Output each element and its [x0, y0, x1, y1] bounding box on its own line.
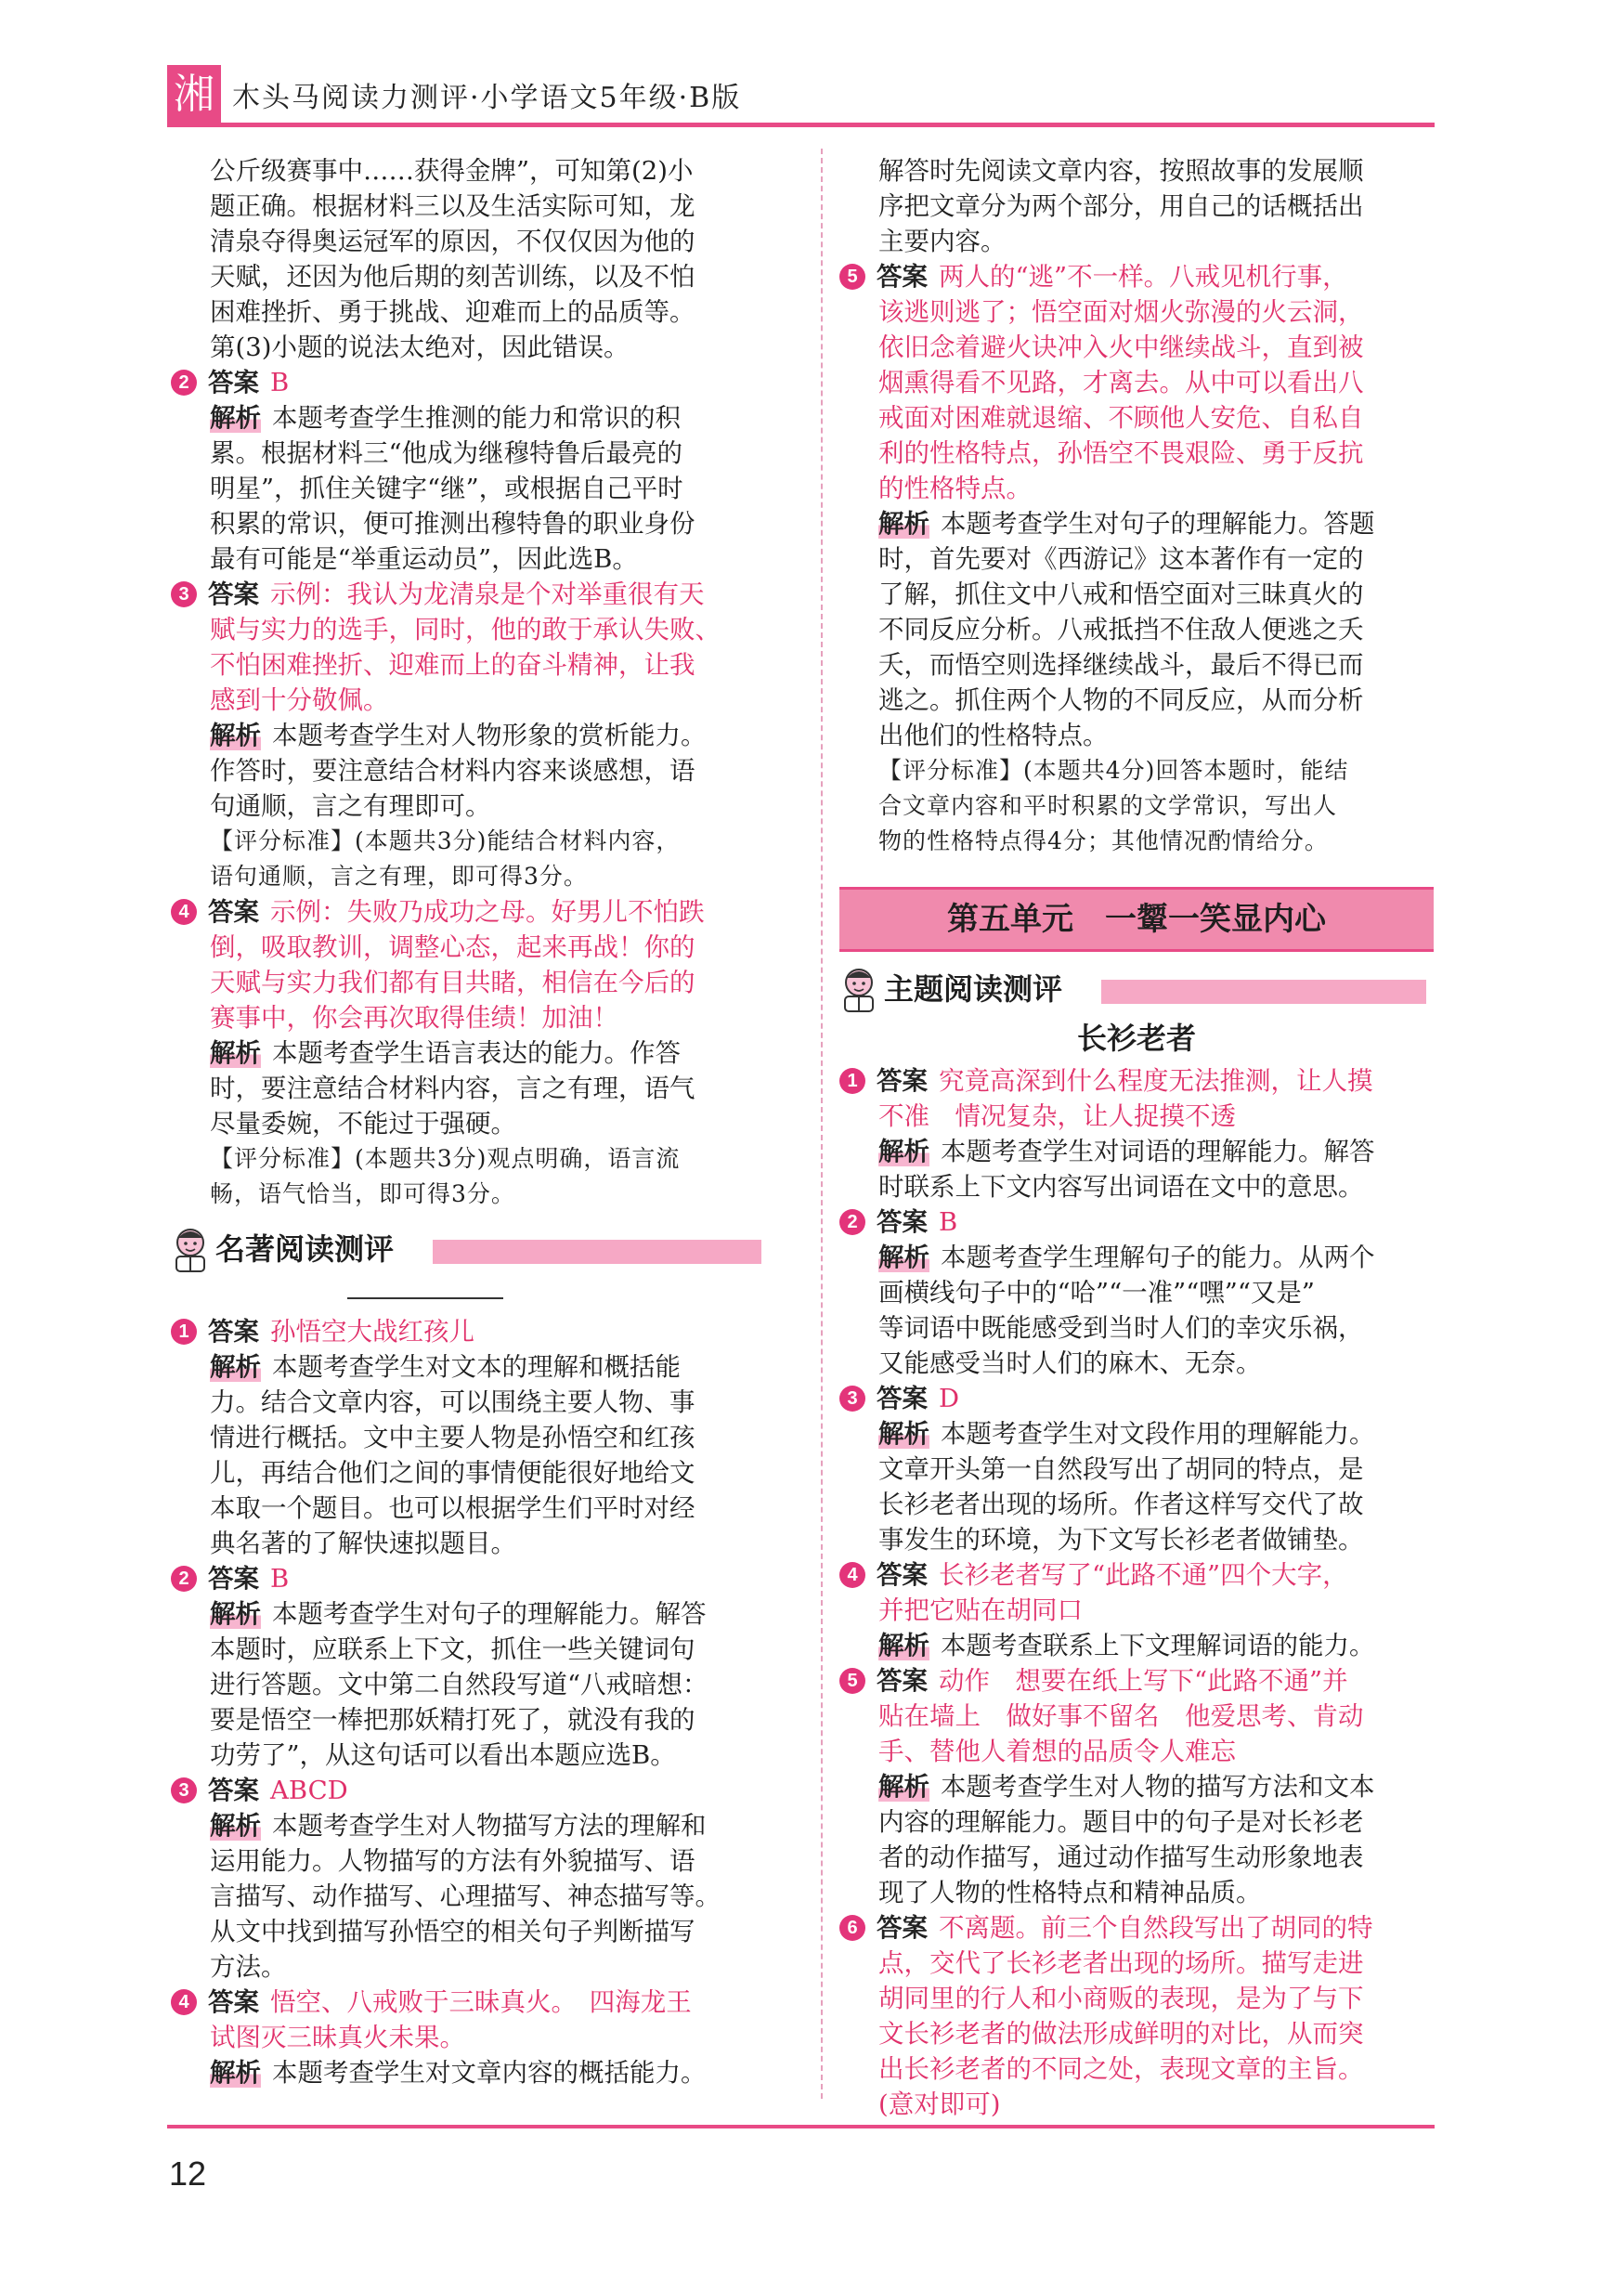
- answer-text: 孙悟空大战红孩儿: [270, 1317, 474, 1347]
- question-number: 4: [171, 1989, 197, 2015]
- question-number: 2: [171, 370, 197, 396]
- question-number: 3: [171, 581, 197, 607]
- answer-text: 的性格特点。: [878, 474, 1032, 503]
- story-title: 长衫老者: [1076, 1021, 1196, 1056]
- reader-mascot-icon: [839, 967, 878, 1013]
- analysis-text: 逃之。抓住两个人物的不同反应，从而分析: [878, 685, 1364, 715]
- analysis-text: 内容的理解能力。题目中的句子是对长衫老: [878, 1807, 1364, 1837]
- analysis-text: 解答时先阅读文章内容，按照故事的发展顺: [878, 156, 1364, 186]
- analysis-label: 解析: [878, 1243, 929, 1272]
- analysis-text: 儿，再结合他们之间的事情便能很好地给文: [210, 1458, 695, 1488]
- question-number: 5: [839, 1668, 865, 1694]
- question-t1: [839, 1063, 1434, 1204]
- answer-text: 感到十分敬佩。: [210, 685, 389, 715]
- analysis-text: 要是悟空一棒把那妖精打死了，就没有我的: [210, 1705, 695, 1735]
- analysis-text: 本题考查联系上下文理解词语的能力。: [941, 1631, 1375, 1660]
- answer-text: ABCD: [270, 1776, 348, 1805]
- analysis-text: 本题考查学生对句子的理解能力。解答: [272, 1599, 707, 1629]
- answer-text: 手、替他人着想的品质令人难忘: [878, 1737, 1236, 1766]
- analysis-text: 最有可能是“举重运动员”，因此选B。: [210, 544, 638, 574]
- footer-rule: [167, 2125, 1435, 2128]
- analysis-text: 不同反应分析。八戒抵挡不住敌人便逃之夭: [878, 615, 1364, 644]
- question-m1: [171, 1314, 765, 1561]
- answer-label: 答案: [877, 262, 928, 292]
- answer-label: 答案: [208, 579, 259, 609]
- answer-label: 答案: [208, 1317, 259, 1347]
- analysis-text: 运用能力。人物描写的方法有外貌描写、语: [210, 1846, 695, 1876]
- answer-text: (意对即可): [878, 2089, 1001, 2119]
- header-rule: [167, 123, 1435, 127]
- text-line: 题正确。根据材料三以及生活实际可知，龙: [210, 191, 695, 221]
- analysis-text: 本题考查学生对文本的理解和概括能: [272, 1352, 681, 1382]
- question-m4: [171, 1985, 765, 2090]
- answer-text: 胡同里的行人和小商贩的表现，是为了与下: [878, 1984, 1364, 2013]
- unit-title-bar: 第五单元 一颦一笑显内心: [839, 887, 1434, 952]
- question-number: 1: [171, 1319, 197, 1345]
- analysis-label: 解析: [878, 1772, 929, 1802]
- section-heading: [839, 965, 1434, 1017]
- analysis-label: 解析: [210, 403, 261, 433]
- analysis-label: 解析: [210, 1038, 261, 1068]
- section-stripe: [433, 1240, 761, 1264]
- analysis-text: 本题考查学生理解句子的能力。从两个: [941, 1243, 1375, 1272]
- section-heading: [171, 1225, 765, 1277]
- question-number: 5: [839, 264, 865, 290]
- analysis-label: 解析: [210, 1811, 261, 1841]
- intro-block: [171, 153, 765, 365]
- analysis-text: 本题考查学生对人物形象的赏析能力。: [272, 721, 707, 750]
- answer-text: B: [270, 1564, 290, 1594]
- question-number: 4: [839, 1562, 865, 1588]
- analysis-text: 尽量委婉，不能过于强硬。: [210, 1109, 516, 1139]
- answer-label: 答案: [877, 1066, 928, 1096]
- question-t5: [839, 1663, 1434, 1910]
- scoring-text: 物的性格特点得4分；其他情况酌情给分。: [878, 827, 1329, 854]
- answer-text: 戒面对困难就退缩、不顾他人安危、自私自: [878, 403, 1364, 433]
- answer-text: 动作 想要在纸上写下“此路不通”并: [939, 1666, 1348, 1696]
- right-column: [839, 153, 1434, 2122]
- answer-text: 赋与实力的选手，同时，他的敢于承认失败、: [210, 615, 721, 644]
- question-number: 3: [171, 1777, 197, 1803]
- answer-label: 答案: [208, 1987, 259, 2017]
- analysis-text: 时联系上下文内容写出词语在文中的意思。: [878, 1172, 1364, 1202]
- question-m2: [171, 1561, 765, 1773]
- analysis-label: 解析: [878, 1419, 929, 1449]
- answer-label: 答案: [877, 1560, 928, 1590]
- section-title: 名著阅读测评: [215, 1231, 395, 1267]
- analysis-text: 现了人物的性格特点和精神品质。: [878, 1878, 1262, 1907]
- analysis-text: 本题考查学生语言表达的能力。作答: [272, 1038, 681, 1068]
- answer-label: 答案: [877, 1384, 928, 1413]
- analysis-text: 力。结合文章内容，可以围绕主要人物、事: [210, 1387, 695, 1417]
- question-number: 6: [839, 1915, 865, 1941]
- analysis-text: 文章开头第一自然段写出了胡同的特点，是: [878, 1454, 1364, 1484]
- answer-text: 不准 情况复杂，让人捉摸不透: [878, 1101, 1236, 1131]
- answer-text: 该逃则逃了；悟空面对烟火弥漫的火云洞，: [878, 297, 1364, 327]
- question-number: 2: [171, 1566, 197, 1592]
- analysis-text: 本取一个题目。也可以根据学生们平时对经: [210, 1493, 695, 1523]
- analysis-label: 解析: [878, 1631, 929, 1660]
- analysis-text: 情进行概括。文中主要人物是孙悟空和红孩: [210, 1423, 695, 1452]
- analysis-text: 时，要注意结合材料内容，言之有理，语气: [210, 1074, 695, 1103]
- answer-text: 烟熏得看不见路，才离去。从中可以看出八: [878, 368, 1364, 397]
- analysis-text: 本题考查学生对人物的描写方法和文本: [941, 1772, 1375, 1802]
- question-4: [171, 894, 765, 1212]
- answer-label: 答案: [877, 1207, 928, 1237]
- text-line: 天赋，还因为他后期的刻苦训练，以及不怕: [210, 262, 695, 292]
- answer-text: 示例：失败乃成功之母。好男儿不怕跌: [270, 897, 705, 927]
- analysis-text: 从文中找到描写孙悟空的相关句子判断描写: [210, 1917, 695, 1946]
- question-t4: [839, 1557, 1434, 1663]
- analysis-label: 解析: [210, 1352, 261, 1382]
- text-line: 公斤级赛事中……获得金牌”，可知第(2)小: [210, 156, 694, 186]
- column-divider: [821, 149, 823, 2099]
- analysis-text: 等词语中既能感受到当时人们的幸灾乐祸，: [878, 1313, 1364, 1343]
- answer-label: 答案: [877, 1666, 928, 1696]
- analysis-text: 出他们的性格特点。: [878, 721, 1109, 750]
- answer-text: 试图灭三昧真火未果。: [210, 2023, 465, 2052]
- question-t3: [839, 1381, 1434, 1557]
- page-number: 12: [169, 2154, 207, 2193]
- header-title: 木头马阅读力测评·小学语文5年级·B版: [232, 82, 742, 114]
- analysis-text: 句通顺，言之有理即可。: [210, 791, 491, 821]
- analysis-text: 言描写、动作描写、心理描写、神态描写等。: [210, 1881, 721, 1911]
- answer-label: 答案: [208, 1564, 259, 1594]
- analysis-text: 序把文章分为两个部分，用自己的话概括出: [878, 191, 1364, 221]
- text-line: 困难挫折、勇于挑战、迎难而上的品质等。: [210, 297, 695, 327]
- analysis-text: 作答时，要注意结合材料内容来谈感想，语: [210, 756, 695, 786]
- m4-continuation: [839, 153, 1434, 259]
- analysis-label: 解析: [878, 509, 929, 539]
- analysis-label: 解析: [210, 721, 261, 750]
- question-number: 4: [171, 899, 197, 925]
- scoring-text: 【评分标准】(本题共3分)能结合材料内容，: [210, 827, 681, 854]
- scoring-text: 畅，语气恰当，即可得3分。: [210, 1180, 515, 1207]
- title-blank-line: [171, 1277, 765, 1314]
- analysis-text: 事发生的环境，为下文写长衫老者做铺垫。: [878, 1525, 1364, 1555]
- analysis-text: 本题考查学生对人物描写方法的理解和: [272, 1811, 707, 1841]
- analysis-text: 主要内容。: [878, 227, 1007, 256]
- section-stripe: [1101, 980, 1426, 1004]
- analysis-text: 进行答题。文中第二自然段写道“八戒暗想：: [210, 1670, 708, 1699]
- analysis-text: 本题考查学生推测的能力和常识的积: [272, 403, 681, 433]
- scoring-text: 【评分标准】(本题共3分)观点明确，语言流: [210, 1145, 681, 1172]
- analysis-text: 了解，抓住文中八戒和悟空面对三昧真火的: [878, 579, 1364, 609]
- answer-text: D: [939, 1384, 960, 1413]
- scoring-text: 语句通顺，言之有理，即可得3分。: [210, 863, 588, 890]
- analysis-label: 解析: [210, 1599, 261, 1629]
- analysis-text: 明星”，抓住关键字“继”，或根据自己平时: [210, 474, 683, 503]
- answer-text: 贴在墙上 做好事不留名 他爱思考、肯动: [878, 1701, 1364, 1731]
- analysis-label: 解析: [210, 2058, 261, 2088]
- answer-text: 依旧念着避火诀冲入火中继续战斗，直到被: [878, 332, 1364, 362]
- analysis-text: 又能感受当时人们的麻木、无奈。: [878, 1348, 1262, 1378]
- answer-text: 文长衫老者的做法形成鲜明的对比，从而突: [878, 2019, 1364, 2049]
- analysis-text: 典名著的了解快速拟题目。: [210, 1529, 516, 1558]
- analysis-text: 方法。: [210, 1952, 287, 1982]
- answer-text: 出长衫老者的不同之处，表现文章的主旨。: [878, 2054, 1364, 2084]
- answer-text: 天赋与实力我们都有目共睹，相信在今后的: [210, 968, 695, 997]
- analysis-text: 功劳了”，从这句话可以看出本题应选B。: [210, 1740, 676, 1770]
- answer-label: 答案: [208, 1776, 259, 1805]
- question-number: 2: [839, 1209, 865, 1235]
- scoring-text: 合文章内容和平时积累的文学常识，写出人: [878, 792, 1338, 819]
- answer-text: 利的性格特点，孙悟空不畏艰险、勇于反抗: [878, 438, 1364, 468]
- question-number: 1: [839, 1068, 865, 1094]
- reader-mascot-icon: [171, 1227, 210, 1273]
- left-column: [171, 153, 765, 2090]
- answer-text: 两人的“逃”不一样。八戒见机行事，: [939, 262, 1348, 292]
- analysis-text: 夭，而悟空则选择继续战斗，最后不得已而: [878, 650, 1364, 680]
- analysis-text: 本题考查学生对句子的理解能力。答题: [941, 509, 1375, 539]
- answer-text: 赛事中，你会再次取得佳绩！加油！: [210, 1003, 618, 1033]
- section-title: 主题阅读测评: [884, 971, 1063, 1007]
- header-badge: 湘: [167, 65, 221, 124]
- answer-text: 悟空、八戒败于三昧真火。 四海龙王: [270, 1987, 692, 2017]
- text-line: 第(3)小题的说法太绝对，因此错误。: [210, 332, 630, 362]
- analysis-text: 时，首先要对《西游记》这本著作有一定的: [878, 544, 1364, 574]
- answer-text: 究竟高深到什么程度无法推测，让人摸: [939, 1066, 1373, 1096]
- scoring-text: 【评分标准】(本题共4分)回答本题时，能结: [878, 757, 1349, 784]
- analysis-text: 累。根据材料三“他成为继穆特鲁后最亮的: [210, 438, 683, 468]
- answer-text: 倒，吸取教训，调整心态，起来再战！你的: [210, 932, 695, 962]
- question-number: 3: [839, 1386, 865, 1412]
- question-m5: [839, 259, 1434, 859]
- answer-label: 答案: [877, 1913, 928, 1943]
- question-3: [171, 577, 765, 894]
- answer-text: 并把它贴在胡同口: [878, 1595, 1083, 1625]
- answer-label: 答案: [208, 368, 259, 397]
- text-line: 清泉夺得奥运冠军的原因，不仅仅因为他的: [210, 227, 695, 256]
- answer-text: 不离题。前三个自然段写出了胡同的特: [939, 1913, 1373, 1943]
- analysis-text: 本题时，应联系上下文，抓住一些关键词句: [210, 1634, 695, 1664]
- analysis-text: 本题考查学生对词语的理解能力。解答: [941, 1137, 1375, 1166]
- analysis-text: 积累的常识，便可推测出穆特鲁的职业身份: [210, 509, 695, 539]
- answer-label: 答案: [208, 897, 259, 927]
- analysis-text: 画横线句子中的“哈”“一准”“嘿”“又是”: [878, 1278, 1315, 1308]
- answer-text: 不怕困难挫折、迎难而上的奋斗精神，让我: [210, 650, 695, 680]
- analysis-label: 解析: [878, 1137, 929, 1166]
- question-t2: [839, 1204, 1434, 1381]
- analysis-text: 本题考查学生对文段作用的理解能力。: [941, 1419, 1375, 1449]
- answer-text: B: [939, 1207, 958, 1237]
- answer-text: B: [270, 368, 290, 397]
- analysis-text: 长衫老者出现的场所。作者这样写交代了故: [878, 1490, 1364, 1519]
- question-t6: [839, 1910, 1434, 2122]
- analysis-text: 者的动作描写，通过动作描写生动形象地表: [878, 1842, 1364, 1872]
- answer-text: 示例：我认为龙清泉是个对举重很有天: [270, 579, 705, 609]
- analysis-text: 本题考查学生对文章内容的概括能力。: [272, 2058, 707, 2088]
- answer-text: 长衫老者写了“此路不通”四个大字，: [939, 1560, 1348, 1590]
- question-2: [171, 365, 765, 577]
- question-m3: [171, 1773, 765, 1985]
- answer-text: 点，交代了长衫老者出现的场所。描写走进: [878, 1948, 1364, 1978]
